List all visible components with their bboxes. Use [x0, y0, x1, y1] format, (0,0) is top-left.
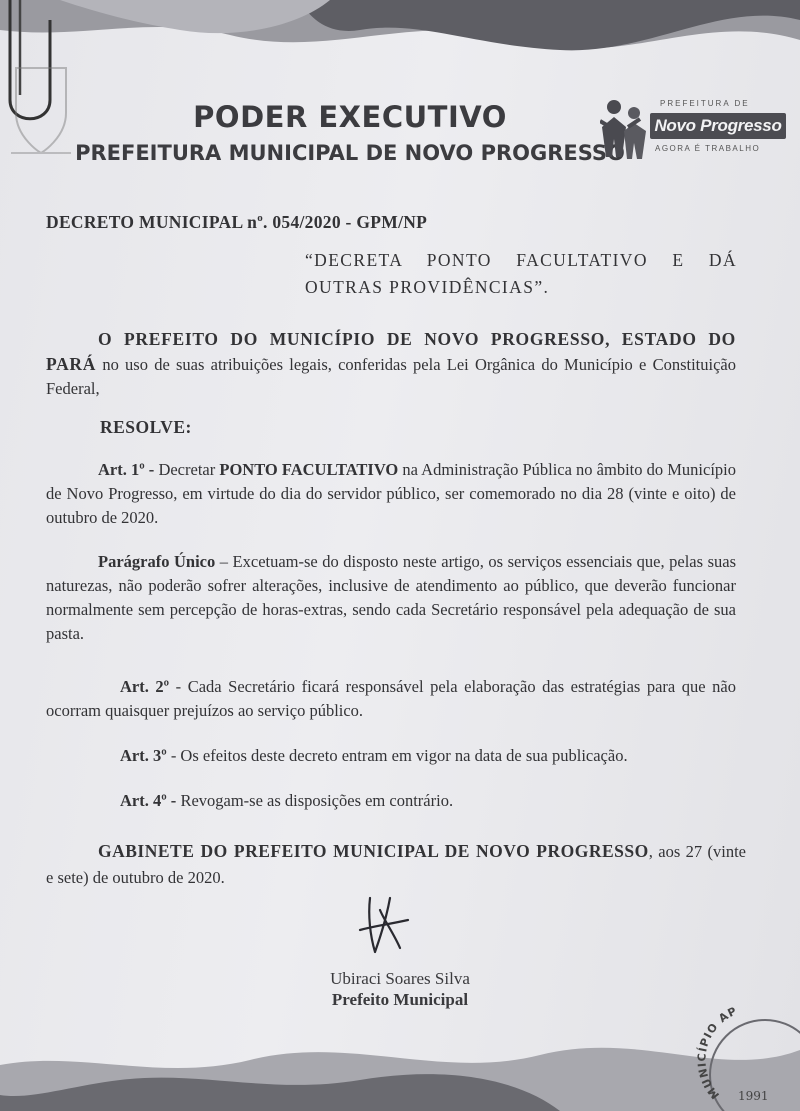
- header-title: PODER EXECUTIVO: [193, 100, 507, 134]
- stamp-text: MUNICÍPIO AP: [695, 1004, 740, 1102]
- article-3: Art. 3º - Os efeitos deste decreto entram em vigor na data de sua publicação.: [120, 746, 628, 765]
- people-logo-icon: [600, 97, 654, 161]
- municipal-logo: [600, 95, 795, 165]
- article-4: Art. 4º - Revogam-se as disposições em contrário.: [120, 791, 454, 810]
- article-1: Art. 1º - Decretar PONTO FACULTATIVO na Administração Pública no âmbito do Município de Novo Progresso, em virtude do dia do servidor público, ser comemorado no dia 28 (vinte e oito) de outubro de 2020.: [46, 460, 737, 527]
- logo-tagline: AGORA É TRABALHO: [655, 144, 761, 153]
- footer-wave-decoration: [0, 1010, 800, 1111]
- closing-statement: GABINETE DO PREFEITO MUNICIPAL DE NOVO PROGRESSO, aos 27 (vinte e sete) de outubro de 2020.: [46, 841, 746, 887]
- logo-brand: Novo Progresso: [650, 113, 786, 139]
- signature-block: [250, 968, 550, 1010]
- resolve-heading: RESOLVE:: [100, 417, 192, 437]
- header-wave-decoration: [0, 0, 800, 90]
- svg-text:MUNICÍPIO AP: [695, 1004, 739, 1101]
- decree-preamble: O PREFEITO DO MUNICÍPIO DE NOVO PROGRESSO, ESTADO DO PARÁ no uso de suas atribuições legais, conferidas pela Lei Orgânica do Município e Constituição Federal,: [46, 329, 736, 398]
- logo-top-text: PREFEITURA DE: [660, 99, 750, 108]
- decree-number: DECRETO MUNICIPAL $n^o$. 054/2020 - GPM/NP: [46, 211, 428, 232]
- header-subtitle: PREFEITURA MUNICIPAL DE NOVO PROGRESSO: [75, 141, 625, 165]
- signer-role: Prefeito Municipal: [331, 990, 469, 1009]
- municipal-stamp: [690, 1000, 800, 1111]
- signer-name: Ubiraci Soares Silva: [330, 969, 470, 988]
- handwritten-signature: [350, 890, 415, 960]
- article-2: Art. 2º - Cada Secretário ficará responsável pela elaboração das estratégias para que não ocorram quaisquer prejuízos ao serviço público.: [46, 677, 736, 720]
- sole-paragraph: Parágrafo Único – Excetuam-se do disposto neste artigo, os serviços essenciais que, pelas suas naturezas, não poderão sofrer alterações, inclusive de atendimento ao público, que deverão funcionar normalmente sem percepção de horas-extras, sendo cada Secretário responsável pela adequação de sua pasta.: [46, 552, 736, 643]
- stamp-year: 1991: [738, 1089, 769, 1103]
- decree-summary: “DECRETA PONTO FACULTATIVO E DÁ OUTRAS PROVIDÊNCIAS”.: [305, 250, 737, 297]
